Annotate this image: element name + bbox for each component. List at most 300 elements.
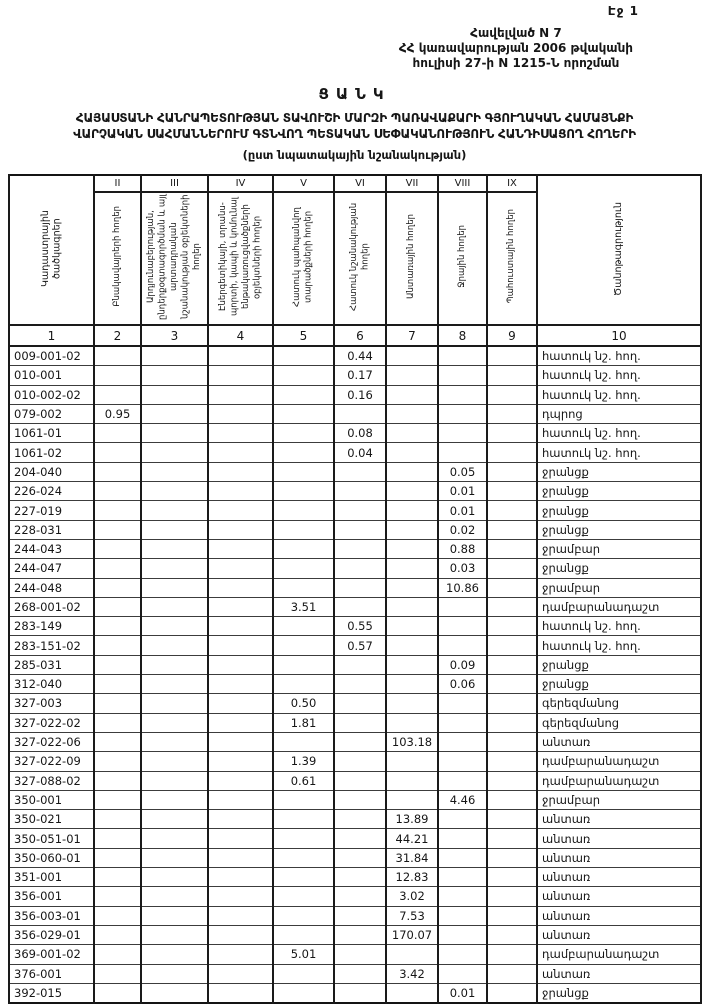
- table-row: [9, 983, 701, 1003]
- area-value-cell: [208, 424, 273, 443]
- area-value-cell: [487, 385, 537, 404]
- area-value-cell: [334, 829, 386, 848]
- col-number-3: 3: [141, 325, 208, 346]
- header-residential-lands: Բնակավայրերի հողեր: [94, 192, 141, 325]
- header-numeral-3: III: [141, 175, 208, 192]
- note-cell: ջրանցք: [537, 462, 701, 481]
- header-special-purpose-lands: Հատուկ նշանակության հողեր: [334, 192, 386, 325]
- area-value-cell: [208, 810, 273, 829]
- appendix-line-3: հուլիսի 27-ի N 1215-Ն որոշման: [412, 56, 620, 70]
- area-value-cell: [208, 925, 273, 944]
- area-value-cell: [141, 829, 208, 848]
- area-value-cell: 0.55: [334, 617, 386, 636]
- area-value-cell: [94, 771, 141, 790]
- table-row: [9, 482, 701, 501]
- note-cell: ջրամբար: [537, 790, 701, 809]
- area-value-cell: [487, 501, 537, 520]
- area-value-cell: [438, 385, 487, 404]
- area-value-cell: 3.02: [386, 887, 438, 906]
- table-row: [9, 443, 701, 462]
- col-number-8: 8: [438, 325, 487, 346]
- area-value-cell: [487, 906, 537, 925]
- note-cell: անտառ: [537, 810, 701, 829]
- area-value-cell: [94, 887, 141, 906]
- area-value-cell: [208, 366, 273, 385]
- col-number-1: 1: [9, 325, 94, 346]
- header-numeral-4: IV: [208, 175, 273, 192]
- area-value-cell: [438, 887, 487, 906]
- col-number-7: 7: [386, 325, 438, 346]
- area-value-cell: [334, 868, 386, 887]
- note-cell: դամբարանադաշտ: [537, 752, 701, 771]
- note-cell: անտառ: [537, 887, 701, 906]
- note-cell: ջրանցք: [537, 559, 701, 578]
- area-value-cell: [208, 752, 273, 771]
- area-value-cell: [487, 617, 537, 636]
- area-value-cell: [487, 925, 537, 944]
- area-value-cell: [94, 694, 141, 713]
- area-value-cell: [141, 482, 208, 501]
- note-cell: անտառ: [537, 829, 701, 848]
- note-cell: գերեզմանոց: [537, 694, 701, 713]
- area-value-cell: [208, 868, 273, 887]
- area-value-cell: [94, 617, 141, 636]
- area-value-cell: 0.08: [334, 424, 386, 443]
- area-value-cell: [94, 482, 141, 501]
- area-value-cell: [208, 501, 273, 520]
- area-value-cell: [386, 694, 438, 713]
- table-row: [9, 346, 701, 366]
- area-value-cell: [94, 385, 141, 404]
- header-numeral-6: VI: [334, 175, 386, 192]
- note-cell: դամբարանադաշտ: [537, 597, 701, 616]
- area-value-cell: [334, 404, 386, 423]
- area-value-cell: 0.01: [438, 482, 487, 501]
- note-cell: ջրանցք: [537, 501, 701, 520]
- area-value-cell: [94, 848, 141, 867]
- area-value-cell: [487, 559, 537, 578]
- header-cadastral-codes-label: Կադաստրային ծածկագրեր: [40, 210, 63, 287]
- area-value-cell: [141, 578, 208, 597]
- table-row: [9, 520, 701, 539]
- table-row: [9, 385, 701, 404]
- area-value-cell: [94, 462, 141, 481]
- area-value-cell: [273, 443, 334, 462]
- area-value-cell: [94, 539, 141, 558]
- note-cell: ջրանցք: [537, 482, 701, 501]
- area-value-cell: [487, 482, 537, 501]
- area-value-cell: [273, 964, 334, 983]
- area-value-cell: [208, 945, 273, 964]
- table-row: [9, 752, 701, 771]
- area-value-cell: [438, 346, 487, 366]
- area-value-cell: [386, 482, 438, 501]
- area-value-cell: [386, 983, 438, 1003]
- table-row: [9, 790, 701, 809]
- area-value-cell: [273, 810, 334, 829]
- area-value-cell: [273, 366, 334, 385]
- area-value-cell: [487, 964, 537, 983]
- area-value-cell: [334, 752, 386, 771]
- area-value-cell: [438, 597, 487, 616]
- cadastral-code-cell: 244-048: [9, 578, 94, 597]
- area-value-cell: [487, 366, 537, 385]
- page-number: Էջ 1: [607, 4, 639, 18]
- cadastral-code-cell: 369-001-02: [9, 945, 94, 964]
- cadastral-code-cell: 350-051-01: [9, 829, 94, 848]
- area-value-cell: [334, 675, 386, 694]
- area-value-cell: [386, 752, 438, 771]
- area-value-cell: 0.01: [438, 501, 487, 520]
- table-row: [9, 810, 701, 829]
- note-cell: հատուկ նշ. հող.: [537, 443, 701, 462]
- header-numeral-7: VII: [386, 175, 438, 192]
- note-cell: ջրամբար: [537, 539, 701, 558]
- area-value-cell: [386, 597, 438, 616]
- table-row: [9, 945, 701, 964]
- header-numeral-5: V: [273, 175, 334, 192]
- area-value-cell: [141, 752, 208, 771]
- note-cell: հատուկ նշ. հող.: [537, 636, 701, 655]
- area-value-cell: [141, 655, 208, 674]
- area-value-cell: [141, 385, 208, 404]
- area-value-cell: [487, 983, 537, 1003]
- area-value-cell: [334, 810, 386, 829]
- area-value-cell: [334, 771, 386, 790]
- area-value-cell: [141, 443, 208, 462]
- area-value-cell: [141, 925, 208, 944]
- area-value-cell: [386, 559, 438, 578]
- area-value-cell: [438, 752, 487, 771]
- header-reserve-lands: Պահուստային հողեր: [487, 192, 537, 325]
- table-row: [9, 404, 701, 423]
- table-row: [9, 964, 701, 983]
- cadastral-code-cell: 204-040: [9, 462, 94, 481]
- area-value-cell: [94, 868, 141, 887]
- area-value-cell: [94, 636, 141, 655]
- table-row: [9, 887, 701, 906]
- area-value-cell: 1.81: [273, 713, 334, 732]
- area-value-cell: [334, 597, 386, 616]
- area-value-cell: [386, 462, 438, 481]
- area-value-cell: [273, 539, 334, 558]
- col-number-5: 5: [273, 325, 334, 346]
- area-value-cell: 0.95: [94, 404, 141, 423]
- area-value-cell: [208, 655, 273, 674]
- area-value-cell: [273, 829, 334, 848]
- area-value-cell: [208, 559, 273, 578]
- area-value-cell: [94, 752, 141, 771]
- header-infrastructure-lands: Էներգետիկայի, տրանսպորտի, կապի և կոմունալ ենթակառուցվածքների օբյեկտների հողեր: [208, 192, 273, 325]
- area-value-cell: [386, 945, 438, 964]
- cadastral-code-cell: 351-001: [9, 868, 94, 887]
- appendix-block: [399, 26, 633, 71]
- table-row: [9, 424, 701, 443]
- area-value-cell: [94, 925, 141, 944]
- cadastral-code-cell: 009-001-02: [9, 346, 94, 366]
- table-row: [9, 771, 701, 790]
- area-value-cell: [386, 578, 438, 597]
- area-value-cell: 5.01: [273, 945, 334, 964]
- area-value-cell: [386, 675, 438, 694]
- area-value-cell: [273, 501, 334, 520]
- note-cell: անտառ: [537, 964, 701, 983]
- note-cell: հատուկ նշ. հող.: [537, 346, 701, 366]
- area-value-cell: [273, 424, 334, 443]
- area-value-cell: [94, 443, 141, 462]
- area-value-cell: [141, 597, 208, 616]
- note-cell: հատուկ նշ. հող.: [537, 424, 701, 443]
- area-value-cell: [208, 578, 273, 597]
- note-cell: ջրանցք: [537, 520, 701, 539]
- area-value-cell: [487, 424, 537, 443]
- cadastral-code-cell: 283-149: [9, 617, 94, 636]
- area-value-cell: [438, 945, 487, 964]
- area-value-cell: [94, 964, 141, 983]
- area-value-cell: [386, 713, 438, 732]
- note-cell: անտառ: [537, 732, 701, 751]
- area-value-cell: [487, 752, 537, 771]
- note-cell: անտառ: [537, 848, 701, 867]
- area-value-cell: [487, 655, 537, 674]
- area-value-cell: [141, 346, 208, 366]
- area-value-cell: [141, 366, 208, 385]
- area-value-cell: [334, 655, 386, 674]
- area-value-cell: [487, 868, 537, 887]
- area-value-cell: [141, 675, 208, 694]
- area-value-cell: [208, 887, 273, 906]
- header-protected-lands: Հատուկ պահպանվող տարածքների հողեր: [273, 192, 334, 325]
- area-value-cell: [438, 443, 487, 462]
- area-value-cell: [208, 964, 273, 983]
- area-value-cell: [487, 829, 537, 848]
- area-value-cell: [487, 578, 537, 597]
- cadastral-code-cell: 079-002: [9, 404, 94, 423]
- area-value-cell: [487, 597, 537, 616]
- area-value-cell: [334, 848, 386, 867]
- cadastral-code-cell: 244-043: [9, 539, 94, 558]
- area-value-cell: [208, 636, 273, 655]
- area-value-cell: [438, 732, 487, 751]
- appendix-line-1: Հավելված N 7: [470, 26, 562, 40]
- area-value-cell: 4.46: [438, 790, 487, 809]
- area-value-cell: [334, 790, 386, 809]
- col-number-2: 2: [94, 325, 141, 346]
- area-value-cell: [94, 501, 141, 520]
- cadastral-code-cell: 227-019: [9, 501, 94, 520]
- cadastral-code-cell: 285-031: [9, 655, 94, 674]
- area-value-cell: [386, 346, 438, 366]
- document-subtitle: [8, 111, 701, 142]
- area-value-cell: [94, 578, 141, 597]
- area-value-cell: [94, 424, 141, 443]
- area-value-cell: [487, 790, 537, 809]
- area-value-cell: [334, 520, 386, 539]
- area-value-cell: [334, 501, 386, 520]
- note-cell: գերեզմանոց: [537, 713, 701, 732]
- area-value-cell: [273, 636, 334, 655]
- table-row: [9, 366, 701, 385]
- area-value-cell: [208, 829, 273, 848]
- area-value-cell: 170.07: [386, 925, 438, 944]
- area-value-cell: [386, 520, 438, 539]
- area-value-cell: [141, 848, 208, 867]
- cadastral-code-cell: 327-022-06: [9, 732, 94, 751]
- area-value-cell: [273, 482, 334, 501]
- area-value-cell: [386, 443, 438, 462]
- area-value-cell: [438, 366, 487, 385]
- area-value-cell: [94, 983, 141, 1003]
- note-cell: հատուկ նշ. հող.: [537, 617, 701, 636]
- appendix-line-2: ՀՀ կառավարության 2006 թվականի: [398, 41, 633, 55]
- area-value-cell: 44.21: [386, 829, 438, 848]
- table-row: [9, 655, 701, 674]
- area-value-cell: [438, 810, 487, 829]
- col-number-10: 10: [537, 325, 701, 346]
- subtitle-note: (ըստ նպատակային նշանակության): [242, 148, 467, 162]
- area-value-cell: [141, 945, 208, 964]
- area-value-cell: 0.04: [334, 443, 386, 462]
- area-value-cell: [94, 559, 141, 578]
- table-row: [9, 675, 701, 694]
- area-value-cell: [487, 539, 537, 558]
- cadastral-code-cell: 1061-02: [9, 443, 94, 462]
- cadastral-code-cell: 327-003: [9, 694, 94, 713]
- area-value-cell: [438, 404, 487, 423]
- area-value-cell: [438, 868, 487, 887]
- cadastral-code-cell: 244-047: [9, 559, 94, 578]
- area-value-cell: [487, 945, 537, 964]
- area-value-cell: 0.03: [438, 559, 487, 578]
- area-value-cell: 0.61: [273, 771, 334, 790]
- area-value-cell: [334, 539, 386, 558]
- area-value-cell: [94, 366, 141, 385]
- area-value-cell: 0.02: [438, 520, 487, 539]
- area-value-cell: [208, 713, 273, 732]
- area-value-cell: [438, 964, 487, 983]
- note-cell: հատուկ նշ. հող.: [537, 366, 701, 385]
- area-value-cell: [386, 385, 438, 404]
- area-value-cell: [208, 732, 273, 751]
- cadastral-code-cell: 356-003-01: [9, 906, 94, 925]
- table-row: [9, 848, 701, 867]
- area-value-cell: 12.83: [386, 868, 438, 887]
- cadastral-code-cell: 312-040: [9, 675, 94, 694]
- area-value-cell: [334, 945, 386, 964]
- header-water-lands: Ջրային հողեր: [438, 192, 487, 325]
- area-value-cell: [141, 539, 208, 558]
- area-value-cell: [334, 732, 386, 751]
- area-value-cell: [94, 732, 141, 751]
- area-value-cell: [334, 983, 386, 1003]
- area-value-cell: [94, 790, 141, 809]
- area-value-cell: [141, 790, 208, 809]
- area-value-cell: [141, 771, 208, 790]
- header-cadastral-codes: [9, 175, 94, 325]
- area-value-cell: [208, 346, 273, 366]
- area-value-cell: [141, 404, 208, 423]
- area-value-cell: [208, 520, 273, 539]
- area-value-cell: [94, 713, 141, 732]
- table-row: [9, 578, 701, 597]
- area-value-cell: [141, 617, 208, 636]
- area-value-cell: [141, 983, 208, 1003]
- area-value-cell: 13.89: [386, 810, 438, 829]
- area-value-cell: [273, 906, 334, 925]
- area-value-cell: [386, 404, 438, 423]
- area-value-cell: 10.86: [438, 578, 487, 597]
- cadastral-code-cell: 350-060-01: [9, 848, 94, 867]
- table-row: [9, 694, 701, 713]
- area-value-cell: [94, 520, 141, 539]
- area-value-cell: [141, 906, 208, 925]
- header-forest-lands: Անտառային հողեր: [386, 192, 438, 325]
- area-value-cell: [334, 713, 386, 732]
- table-row: [9, 732, 701, 751]
- cadastral-code-cell: 010-001: [9, 366, 94, 385]
- area-value-cell: [438, 424, 487, 443]
- subtitle-line-2: ՎԱՐՉԱԿԱՆ ՍԱՀՄԱՆՆԵՐՈՒՄ ԳՏՆՎՈՂ ՊԵՏԱԿԱՆ ՍԵՓԱԿԱՆՈՒԹՅՈՒՆ ՀԱՆԴԻՍԱՑՈՂ ՀՈՂԵՐԻ: [73, 126, 636, 141]
- area-value-cell: [273, 462, 334, 481]
- area-value-cell: [273, 346, 334, 366]
- area-value-cell: 0.44: [334, 346, 386, 366]
- area-value-cell: [208, 597, 273, 616]
- area-value-cell: [334, 462, 386, 481]
- area-value-cell: [208, 906, 273, 925]
- area-value-cell: 0.05: [438, 462, 487, 481]
- area-value-cell: [487, 848, 537, 867]
- area-value-cell: 31.84: [386, 848, 438, 867]
- area-value-cell: [438, 771, 487, 790]
- area-value-cell: [386, 636, 438, 655]
- header-numbers-row: [9, 325, 701, 346]
- area-value-cell: [438, 829, 487, 848]
- area-value-cell: [141, 462, 208, 481]
- land-register-table: [8, 174, 702, 1004]
- area-value-cell: [94, 945, 141, 964]
- area-value-cell: [386, 617, 438, 636]
- cadastral-code-cell: 327-022-02: [9, 713, 94, 732]
- document-title: ՑԱՆԿ: [318, 85, 391, 103]
- area-value-cell: [141, 694, 208, 713]
- area-value-cell: [386, 655, 438, 674]
- table-row: [9, 597, 701, 616]
- area-value-cell: [334, 482, 386, 501]
- col-number-6: 6: [334, 325, 386, 346]
- area-value-cell: [273, 617, 334, 636]
- area-value-cell: [273, 790, 334, 809]
- area-value-cell: [141, 559, 208, 578]
- area-value-cell: [94, 906, 141, 925]
- note-cell: անտառ: [537, 925, 701, 944]
- table-row: [9, 462, 701, 481]
- area-value-cell: [334, 925, 386, 944]
- note-cell: հատուկ նշ. հող.: [537, 385, 701, 404]
- area-value-cell: [94, 597, 141, 616]
- area-value-cell: [273, 868, 334, 887]
- header-numeral-9: IX: [487, 175, 537, 192]
- area-value-cell: [487, 694, 537, 713]
- area-value-cell: [141, 732, 208, 751]
- cadastral-code-cell: 327-088-02: [9, 771, 94, 790]
- note-cell: դամբարանադաշտ: [537, 771, 701, 790]
- area-value-cell: 0.57: [334, 636, 386, 655]
- table-row: [9, 925, 701, 944]
- area-value-cell: [386, 501, 438, 520]
- area-value-cell: [334, 906, 386, 925]
- area-value-cell: [438, 636, 487, 655]
- area-value-cell: [386, 771, 438, 790]
